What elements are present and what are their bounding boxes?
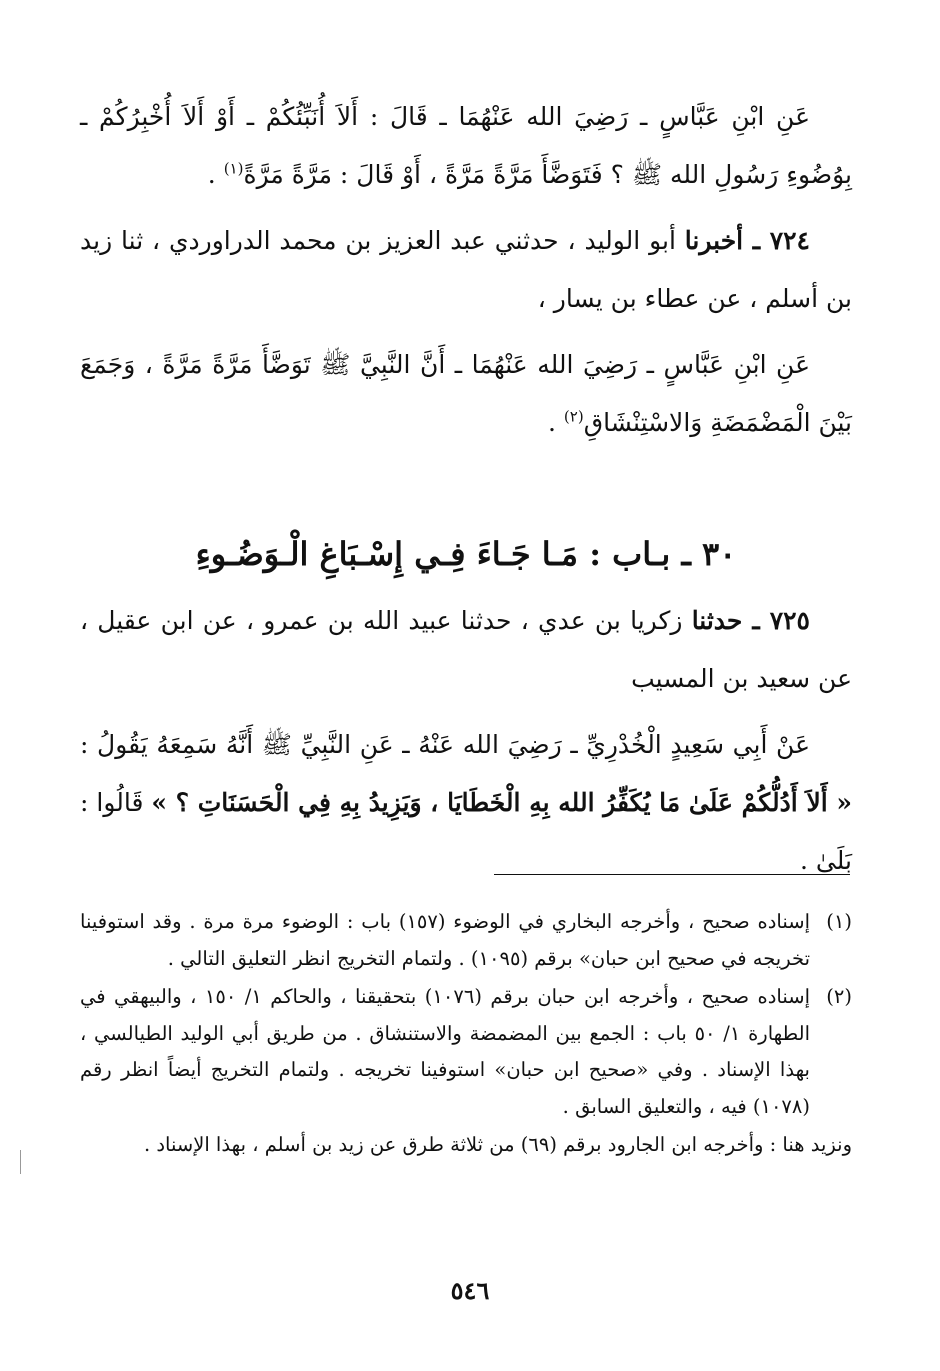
matn-end: . — [207, 160, 224, 189]
chapter-heading: ٣٠ ـ بـاب : مَـا جَـاءَ فِـي إِسْـبَاغِ الْـوَضُـوءِ — [195, 535, 737, 573]
hadith-matn-724 — [80, 336, 852, 452]
matn-text: عَنِ ابْنِ عَبَّاسٍ ـ رَضِيَ الله عَنْهُمَا ـ قَالَ : أَلاَ أُنَبِّئُكُمْ ـ أَوْ أَلاَ أُخْبِرُكُمْ ـ بِوُضُوءِ رَسُولِ الله ﷺ ؟ فَتَوَضَّأَ مَرَّةً مَرَّةً ، أَوْ قَالَ : مَرَّةً مَرَّةً — [80, 102, 852, 189]
matn-end: قَالُوا : بَلَىٰ . — [80, 788, 852, 875]
matn-intro: عَنْ أَبِي سَعِيدٍ الْخُدْرِيِّ ـ رَضِيَ الله عَنْهُ ـ عَنِ النَّبِيِّ ﷺ أَنَّهُ سَمِعَهُ يَقُولُ : — [80, 730, 810, 759]
narration-lead: أخبرنا — [684, 226, 744, 255]
footnote-continuation: ونزيد هنا : وأخرجه ابن الجارود برقم (٦٩) من ثلاثة طرق عن زيد بن أسلم ، بهذا الإسناد . — [143, 1133, 852, 1156]
narration-lead: حدثنا — [691, 606, 743, 635]
prophetic-quote: « أَلاَ أَدُلُّكُمْ عَلَىٰ مَا يُكَفِّرُ الله بِهِ الْخَطَايَا ، وَيَزِيدُ بِهِ فِي الْحَسَنَاتِ ؟ » — [151, 788, 852, 817]
hadith-number: ٧٢٤ ـ — [743, 226, 810, 255]
footnote-ref-2[interactable]: (٢) — [563, 407, 584, 426]
matn-text: عَنِ ابْنِ عَبَّاسٍ ـ رَضِيَ الله عَنْهُمَا ـ أَنَّ النَّبِيَّ ﷺ تَوَضَّأَ مَرَّةً مَرَّةً ، وَجَمَعَ بَيْنَ الْمَضْمَضَةِ وَالاسْتِنْشَاقِ — [80, 350, 852, 437]
footnote-text: إسناده صحيح ، وأخرجه ابن حبان برقم (١٠٧٦) بتحقيقنا ، والحاكم ١/ ١٥٠ ، والبيهقي في الطهارة ١/ ٥٠ باب : الجمع بين المضمضة والاستنشاق . من طريق أبي الوليد الطيالسي ، بهذا الإسناد . وفي «صحيح ابن حبان» استوفينا تخريجه . ولتمام التخريج أيضاً انظر رقم (١٠٧٨) فيه ، والتعليق السابق . — [80, 985, 810, 1118]
footnote-text: إسناده صحيح ، وأخرجه البخاري في الوضوء (١٥٧) باب : الوضوء مرة مرة . وقد استوفينا تخريجه في صحيح ابن حبان» برقم (١٠٩٥) . ولتمام التخريج انظر التعليق التالي . — [80, 910, 810, 970]
main-text — [80, 88, 852, 898]
matn-end: . — [548, 408, 564, 437]
hadith-matn-725 — [80, 716, 852, 890]
footnotes — [80, 904, 852, 1164]
footnote-ref-1[interactable]: (١) — [223, 159, 244, 178]
footnote-number: (١) — [826, 910, 852, 933]
isnad-text: زكريا بن عدي ، حدثنا عبيد الله بن عمرو ، عن ابن عقيل ، عن سعيد بن المسيب — [80, 606, 852, 693]
footnote-1 — [80, 904, 852, 977]
page-number: ٥٤٦ — [450, 1276, 490, 1305]
footnote-2 — [80, 979, 852, 1125]
isnad-text: أبو الوليد ، حدثني عبد العزيز بن محمد الدراوردي ، ثنا زيد بن أسلم ، عن عطاء بن يسار ، — [80, 226, 852, 313]
margin-mark — [20, 1150, 21, 1174]
hadith-matn-723 — [80, 88, 852, 204]
hadith-isnad-724 — [80, 212, 852, 328]
hadith-isnad-725 — [80, 592, 852, 708]
footnote-number: (٢) — [826, 985, 852, 1008]
hadith-number: ٧٢٥ ـ — [742, 606, 810, 635]
footnote-separator — [494, 874, 850, 875]
